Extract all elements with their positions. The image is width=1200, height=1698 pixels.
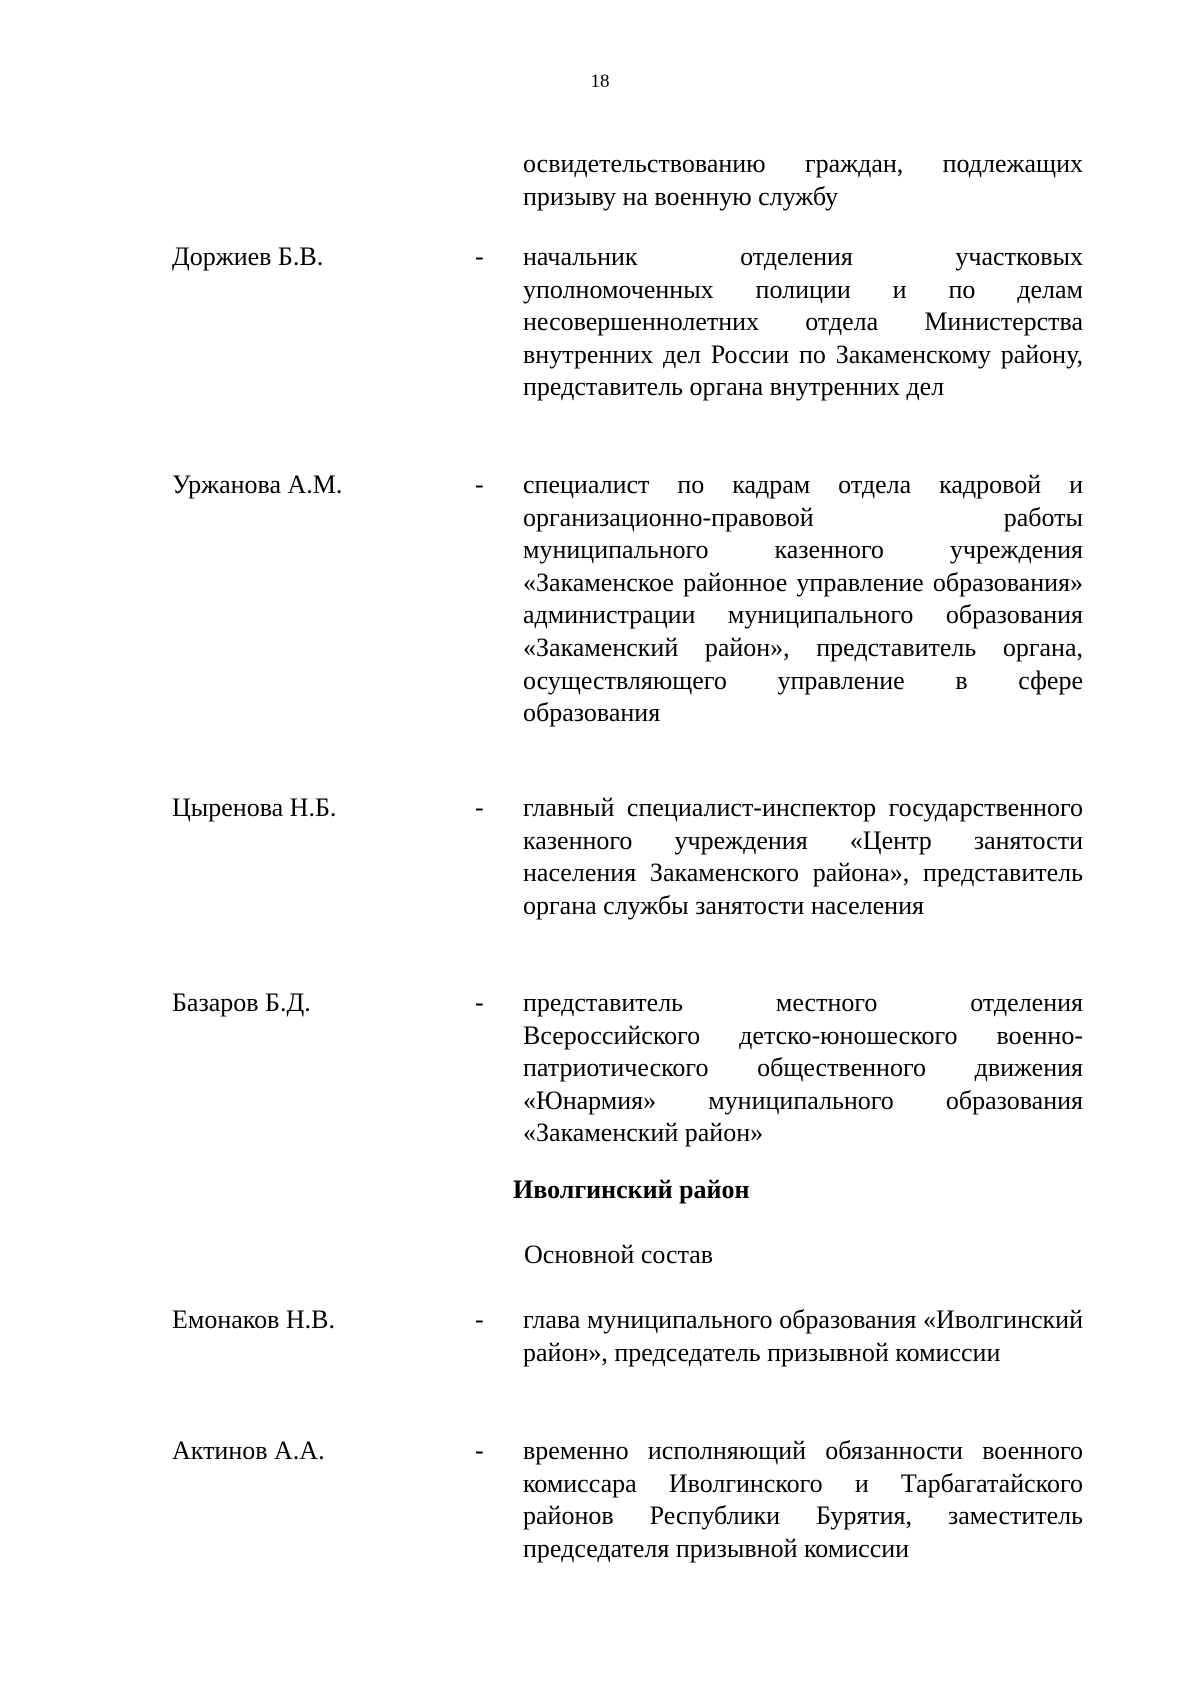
continuation-text: освидетельствованию граждан, подлежащих призыву на военную службу — [523, 149, 1083, 211]
section-heading: Иволгинский район — [513, 1175, 750, 1204]
dash-separator: - — [475, 242, 484, 271]
member-name: Доржиев Б.В. — [172, 242, 324, 271]
member-description: представитель местного отделения Всероссийского детско-юношеского военно-патриотического общественного движения «Юнармия» муниципального образования «Закаменский район» — [523, 988, 1083, 1148]
member-description: специалист по кадрам отдела кадровой и организационно-правовой работы муниципального казенного учреждения «Закаменское районное управление образования» администрации муниципального образования «Закаменский район», представитель органа, осуществляющего управление в сфере образования — [523, 470, 1083, 728]
page-number: 18 — [590, 71, 610, 92]
dash-separator: - — [475, 470, 484, 499]
section-subheading: Основной состав — [524, 1240, 714, 1269]
dash-separator: - — [475, 1436, 484, 1465]
member-name: Емонаков Н.В. — [172, 1305, 335, 1334]
member-name: Базаров Б.Д. — [172, 988, 311, 1017]
member-description: глава муниципального образования «Иволгинский район», председатель призывной комиссии — [523, 1305, 1083, 1367]
member-name: Цыренова Н.Б. — [172, 793, 337, 822]
dash-separator: - — [475, 988, 484, 1017]
member-description: временно исполняющий обязанности военного комиссара Иволгинского и Тарбагатайского районов Республики Бурятия, заместитель председателя призывной комиссии — [523, 1436, 1083, 1563]
member-name: Уржанова А.М. — [172, 470, 343, 499]
dash-separator: - — [475, 793, 484, 822]
dash-separator: - — [475, 1305, 484, 1334]
member-name: Актинов А.А. — [172, 1436, 325, 1465]
member-description: начальник отделения участковых уполномоченных полиции и по делам несовершеннолетних отдела Министерства внутренних дел России по Закаменскому району, представитель органа внутренних дел — [523, 242, 1083, 402]
member-description: главный специалист-инспектор государственного казенного учреждения «Центр занятости населения Закаменского района», представитель органа службы занятости населения — [523, 793, 1083, 920]
